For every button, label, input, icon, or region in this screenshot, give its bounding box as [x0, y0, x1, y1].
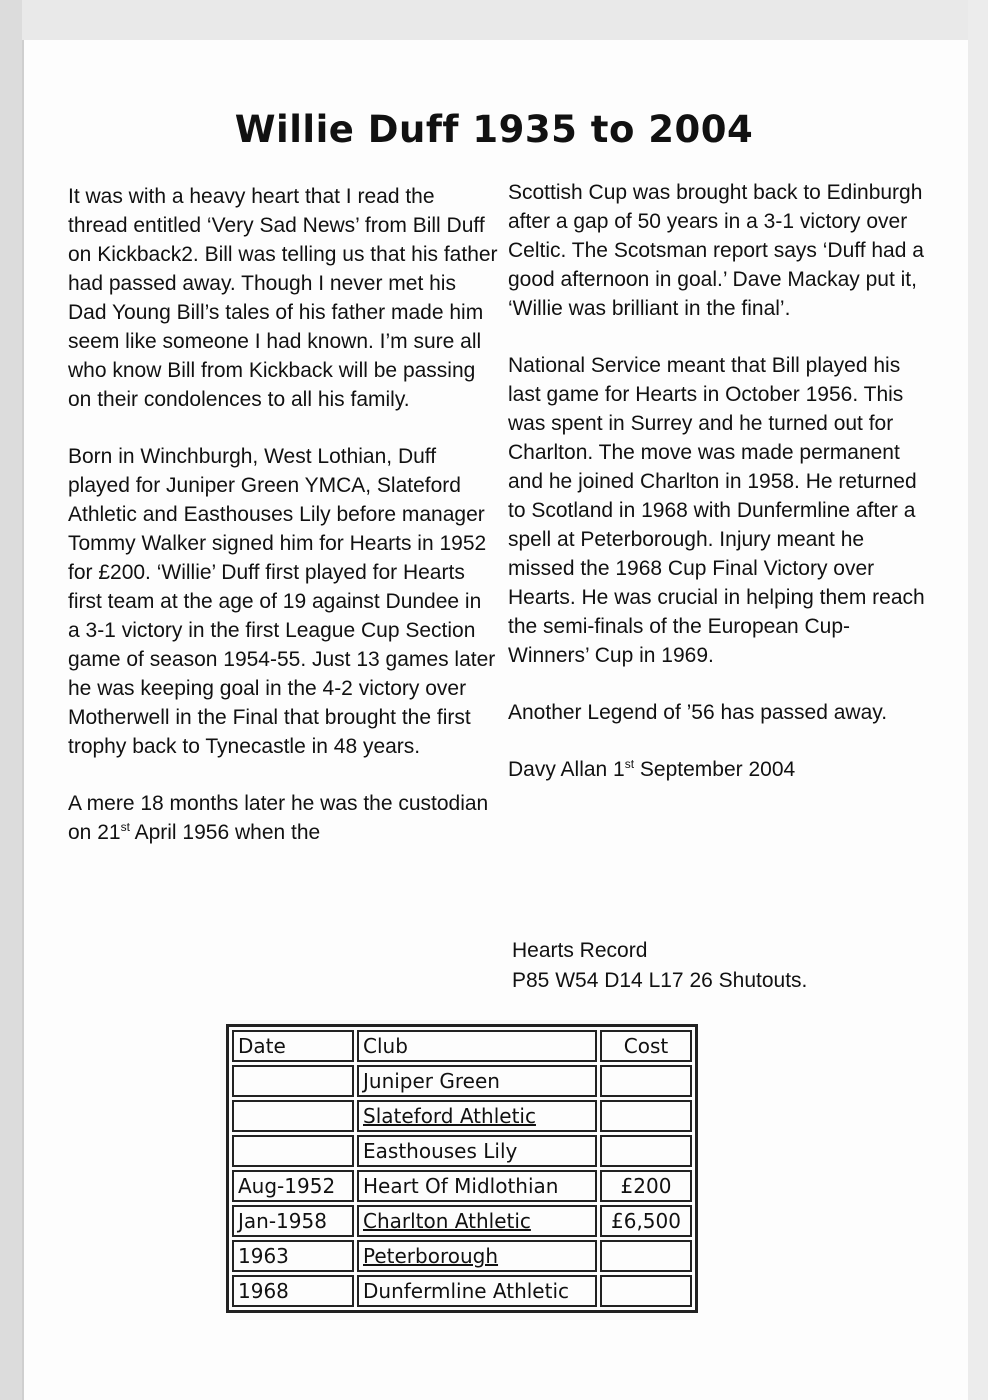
signature-date: September 2004: [634, 758, 796, 781]
table-row: [232, 1170, 692, 1202]
header-date: Date: [232, 1030, 354, 1062]
signature-text: Davy Allan 1: [508, 758, 625, 781]
cell-date: [232, 1100, 354, 1132]
cell-date: [232, 1065, 354, 1097]
paragraph-national-service: National Service meant that Bill played his last game for Hearts in October 1956. This was spent in Surrey and he turned out for Charlton. The move was made permanent and he joined Charlton in 1958. He returned to Scotland in 1968 with Dunfermline after a spell at Peterborough. Injury meant he missed the 1968 Cup Final Victory over Hearts. He was crucial in helping them reach the semi-finals of the European Cup-Winners’ Cup in 1969.: [508, 354, 925, 667]
career-table: [226, 1024, 698, 1313]
cell-date: 1968: [232, 1275, 354, 1307]
left-column: [68, 182, 498, 875]
record-heading: Hearts Record: [512, 939, 648, 962]
page-spine: [0, 0, 22, 1400]
paragraph-legend: Another Legend of ’56 has passed away.: [508, 701, 888, 724]
table-row: [232, 1240, 692, 1272]
table-row: [232, 1065, 692, 1097]
header-cost: Cost: [600, 1030, 692, 1062]
cell-cost: [600, 1065, 692, 1097]
table-header-row: [232, 1030, 692, 1062]
cell-club: Heart Of Midlothian: [357, 1170, 597, 1202]
ordinal-suffix: st: [120, 820, 130, 834]
page-edge: [968, 0, 988, 1400]
table-row: [232, 1100, 692, 1132]
cell-date: Aug-1952: [232, 1170, 354, 1202]
cell-cost: [600, 1100, 692, 1132]
article-title: Willie Duff 1935 to 2004: [234, 108, 754, 151]
table-row: [232, 1275, 692, 1307]
record-stats: P85 W54 D14 L17 26 Shutouts.: [512, 969, 808, 992]
signature: [508, 755, 928, 784]
cell-club: Dunfermline Athletic: [357, 1275, 597, 1307]
paragraph-intro: It was with a heavy heart that I read the thread entitled ‘Very Sad News’ from Bill Duff on Kickback2. Bill was telling us that his father had passed away. Though I never met his Dad Young Bill’s tales of his father made him seem like someone I had known. I’m sure all who know Bill from Kickback will be passing on their condolences to all his family.: [68, 185, 498, 411]
hearts-record: [512, 936, 807, 996]
cell-cost: [600, 1275, 692, 1307]
signature-ordinal: st: [624, 757, 635, 771]
cell-club: Slateford Athletic: [357, 1100, 597, 1132]
cell-club: Easthouses Lily: [357, 1135, 597, 1167]
right-column: [508, 178, 928, 812]
paragraph-cup-final: Scottish Cup was brought back to Edinburgh after a gap of 50 years in a 3-1 victory over Celtic. The Scotsman report says ‘Duff had a good afternoon in goal.’ Dave Mackay put it, ‘Willie was brilliant in the final’.: [508, 181, 924, 320]
cell-cost: [600, 1135, 692, 1167]
cup-start-text-end: April 1956 when the: [129, 821, 321, 844]
cell-cost: £6,500: [600, 1205, 692, 1237]
paragraph-cup-start: [68, 789, 498, 847]
cell-club: Juniper Green: [357, 1065, 597, 1097]
cell-cost: [600, 1240, 692, 1272]
cell-date: Jan-1958: [232, 1205, 354, 1237]
header-club: Club: [357, 1030, 597, 1062]
cell-club: Peterborough: [357, 1240, 597, 1272]
cup-start-text: A mere 18 months later he was the custodian on 21: [68, 792, 489, 844]
table-row: [232, 1135, 692, 1167]
cell-cost: £200: [600, 1170, 692, 1202]
cell-club: Charlton Athletic: [357, 1205, 597, 1237]
cell-date: [232, 1135, 354, 1167]
table-row: [232, 1205, 692, 1237]
paragraph-career: Born in Winchburgh, West Lothian, Duff played for Juniper Green YMCA, Slateford Athletic and Easthouses Lily before manager Tommy Walker signed him for Hearts in 1952 for £200. ‘Willie’ Duff first played for Hearts first team at the age of 19 against Dundee in a 3-1 victory in the first League Cup Section game of season 1954-55. Just 13 games later he was keeping goal in the 4-2 victory over Motherwell in the Final that brought the first trophy back to Tynecastle in 48 years.: [68, 445, 496, 758]
cell-date: 1963: [232, 1240, 354, 1272]
